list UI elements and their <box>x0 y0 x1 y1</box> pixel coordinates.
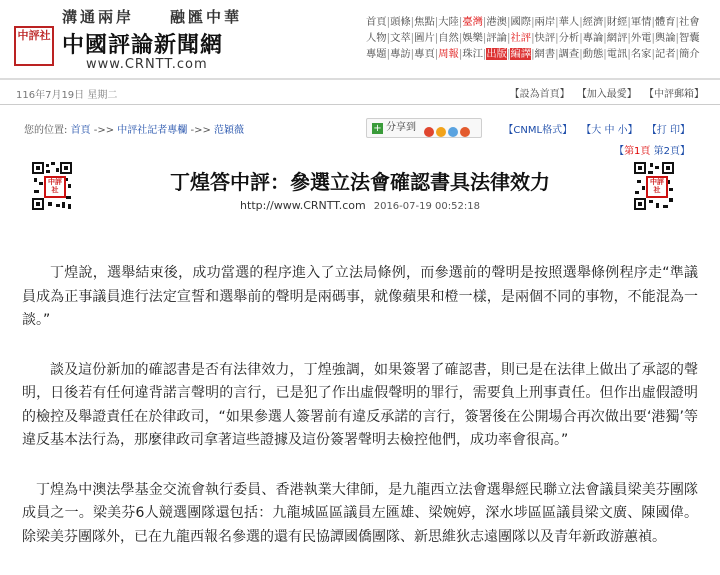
nav-separator: | <box>434 32 439 44</box>
nav-item[interactable]: 智囊 <box>679 32 700 44</box>
nav-separator: | <box>603 16 607 28</box>
nav-separator: | <box>579 48 583 60</box>
nav-separator: | <box>386 16 391 28</box>
nav-item[interactable]: 簡介 <box>679 48 700 60</box>
nav-item[interactable]: 社評 <box>510 32 532 44</box>
breadcrumb-column[interactable]: 中評社記者專欄 <box>117 125 188 136</box>
nav-item[interactable]: 評論 <box>486 32 507 44</box>
article-title: 丁煌答中評：參選立法會確認書具法律效力 <box>170 170 550 194</box>
nav-item[interactable]: 兩岸 <box>534 16 556 28</box>
article-meta <box>110 199 610 212</box>
breadcrumb-home[interactable]: 首頁 <box>70 125 91 136</box>
nav-separator: | <box>531 16 535 28</box>
nav-item[interactable]: 軍情 <box>630 16 652 28</box>
nav-separator: | <box>675 16 680 28</box>
nav-item[interactable]: 焦點 <box>414 16 435 28</box>
nav-separator: | <box>410 16 415 28</box>
weibo-icon[interactable] <box>424 127 434 137</box>
nav-separator: | <box>434 16 439 28</box>
set-homepage-link[interactable]: 【設為首頁】 <box>509 89 570 100</box>
nav-item[interactable]: 專論 <box>582 32 604 44</box>
breadcrumb-separator: ->> <box>187 125 215 136</box>
nav-item[interactable]: 國際 <box>510 16 532 28</box>
plus-icon: + <box>373 123 382 134</box>
nav-item[interactable]: 首頁 <box>366 16 387 28</box>
nav-item[interactable]: 專訪 <box>390 48 411 60</box>
share-icons <box>424 122 472 141</box>
nav-item[interactable]: 專題 <box>366 48 387 60</box>
bracket-close: 】 <box>680 146 690 157</box>
nav-item[interactable]: 自然 <box>438 32 459 44</box>
nav-separator: | <box>555 48 559 60</box>
nav-item[interactable]: 周報 <box>438 48 459 60</box>
nav-item[interactable]: 經濟 <box>582 16 604 28</box>
nav-separator: | <box>410 32 415 44</box>
channel-nav-row <box>366 30 718 46</box>
nav-separator: | <box>482 48 487 60</box>
nav-separator: | <box>555 16 559 28</box>
nav-item[interactable]: 名家 <box>630 48 652 60</box>
nav-item[interactable]: 文萃 <box>390 32 411 44</box>
nav-separator: | <box>506 32 511 44</box>
nav-separator: | <box>458 32 463 44</box>
nav-item[interactable]: 外電 <box>630 32 652 44</box>
article-paragraph: 丁煌為中澳法學基金交流會執行委員、香港執業大律師，是九龍西立法會選舉經民聯立法會議員梁美芬團隊成員之一。梁美芬6人競選團隊還包括：九龍城區區議員左匯雄、梁婉婷，深水埗區區議員梁文廣、陳國偉。除梁美芬團隊外，已在九龍西報名參選的還有民協譚國僑團隊、新思維狄志遠團隊以及青年新政游蕙禎。 <box>22 481 698 545</box>
qr-code-right <box>632 160 676 212</box>
cnml-format-link[interactable]: 【CNML格式】 <box>503 125 573 136</box>
nav-item[interactable]: 網書 <box>534 48 556 60</box>
article-source[interactable]: http://www.CRNTT.com <box>240 199 366 212</box>
channel-nav-row <box>366 46 718 62</box>
nav-separator: | <box>603 48 607 60</box>
nav-separator: | <box>458 48 463 60</box>
nav-item[interactable]: 大陸 <box>438 16 459 28</box>
breadcrumb-separator: ->> <box>90 125 118 136</box>
site-header <box>0 0 720 78</box>
nav-separator: | <box>458 16 463 28</box>
nav-item[interactable]: 體育 <box>654 16 676 28</box>
subheader-divider <box>0 104 720 105</box>
nav-item[interactable]: 快評 <box>534 32 556 44</box>
bracket-open: 【 <box>614 146 625 157</box>
nav-item[interactable]: 港澳 <box>486 16 507 28</box>
nav-item[interactable]: 財經 <box>606 16 628 28</box>
nav-separator: | <box>651 32 655 44</box>
site-logo-seal[interactable]: 中評社 <box>14 26 54 66</box>
breadcrumb-author[interactable]: 范穎薇 <box>214 125 245 136</box>
nav-item[interactable]: 動態 <box>582 48 604 60</box>
tencent-weibo-icon[interactable] <box>448 127 458 137</box>
qzone-icon[interactable] <box>436 127 446 137</box>
nav-item[interactable]: 輿論 <box>654 32 676 44</box>
nav-separator: | <box>410 48 415 60</box>
article-body <box>22 262 698 575</box>
nav-item[interactable]: 調查 <box>558 48 580 60</box>
page-selector <box>614 142 690 157</box>
nav-separator: | <box>386 48 391 60</box>
article-paragraph: 丁煌說，選舉結束後，成功當選的程序進入了立法局條例，而參選前的聲明是按照選舉條例程序走“準議員成為正事議員進行法定宣誓和選舉前的聲明是兩碼事，就像蘋果和橙一樣，是兩個不同的事物，不能混為一談。” <box>22 265 698 328</box>
nav-separator: | <box>627 48 631 60</box>
qr-code-left <box>30 160 74 212</box>
page-2-link[interactable]: 第2頁 <box>653 146 680 157</box>
nav-separator: | <box>579 16 583 28</box>
nav-separator: | <box>651 48 655 60</box>
nav-item[interactable]: 網評 <box>606 32 628 44</box>
site-url[interactable]: www.CRNTT.com <box>86 57 208 72</box>
article-paragraph: 談及這份新加的確認書是否有法律效力，丁煌強調，如果簽署了確認書，則已是在法律上做出了承認的聲明，日後若有任何違背諾言聲明的言行，已是犯了作出虛假聲明的罪行，需要負上刑事責任。但作出虛假證明的檢控及舉證責任在於律政司，“如果參選人簽署前有違反承諾的言行，簽署後在公開場合再次做出要‘港獨’等違反基本法行為，那麼律政司拿著這些證據及這份簽署聲明去檢控他們，成功率會很高。” <box>22 361 698 448</box>
nav-item[interactable]: 頭條 <box>390 16 411 28</box>
breadcrumb-label: 您的位置: <box>24 125 68 136</box>
page-1-link[interactable]: 第1頁 <box>624 146 651 157</box>
channel-nav <box>366 14 718 62</box>
renren-icon[interactable] <box>460 127 470 137</box>
top-links <box>506 85 704 100</box>
nav-item[interactable]: 臺灣 <box>462 16 483 28</box>
qr-logo: 中評社 <box>646 176 668 198</box>
nav-item[interactable]: 分析 <box>558 32 580 44</box>
nav-item[interactable]: 圖片 <box>414 32 435 44</box>
nav-separator: | <box>482 16 487 28</box>
nav-item[interactable]: 人物 <box>366 32 387 44</box>
nav-separator: | <box>627 32 631 44</box>
channel-nav-row <box>366 14 718 30</box>
nav-separator: | <box>555 32 559 44</box>
nav-separator: | <box>531 32 535 44</box>
nav-separator: | <box>506 48 511 60</box>
nav-item[interactable]: 電訊 <box>606 48 628 60</box>
nav-item[interactable]: 專頁 <box>414 48 435 60</box>
print-link[interactable]: 【打 印】 <box>646 125 690 136</box>
current-date: 116年7月19日 星期二 <box>16 90 118 101</box>
header-divider <box>0 78 720 80</box>
nav-item[interactable]: 娛樂 <box>462 32 483 44</box>
email-link[interactable]: 【中評郵箱】 <box>644 89 704 100</box>
nav-separator: | <box>386 32 391 44</box>
nav-separator: | <box>675 32 680 44</box>
add-favorite-link[interactable]: 【加入最愛】 <box>576 89 637 100</box>
nav-separator: | <box>603 32 607 44</box>
qr-logo: 中評社 <box>44 176 66 198</box>
font-size-link[interactable]: 【大 中 小】 <box>581 125 638 136</box>
breadcrumb <box>24 121 244 136</box>
site-slogan: 溝通兩岸 融匯中華 <box>62 8 243 26</box>
nav-separator: | <box>579 32 583 44</box>
nav-item[interactable]: 記者 <box>654 48 676 60</box>
nav-item[interactable]: 華人 <box>558 16 580 28</box>
nav-item[interactable]: 編譯 <box>510 48 532 60</box>
nav-separator: | <box>506 16 511 28</box>
share-label: 分享到 <box>386 122 416 133</box>
site-name[interactable]: 中國評論新聞網 <box>62 33 224 58</box>
nav-separator: | <box>675 48 680 60</box>
nav-separator: | <box>531 48 535 60</box>
nav-separator: | <box>651 16 655 28</box>
article-tools <box>497 121 690 136</box>
nav-separator: | <box>627 16 631 28</box>
article-timestamp: 2016-07-19 00:52:18 <box>373 201 480 212</box>
nav-separator: | <box>434 48 439 60</box>
nav-separator: | <box>482 32 487 44</box>
nav-item[interactable]: 珠江 <box>462 48 483 60</box>
nav-item[interactable]: 社會 <box>679 16 700 28</box>
nav-item[interactable]: 出版 <box>486 48 507 60</box>
